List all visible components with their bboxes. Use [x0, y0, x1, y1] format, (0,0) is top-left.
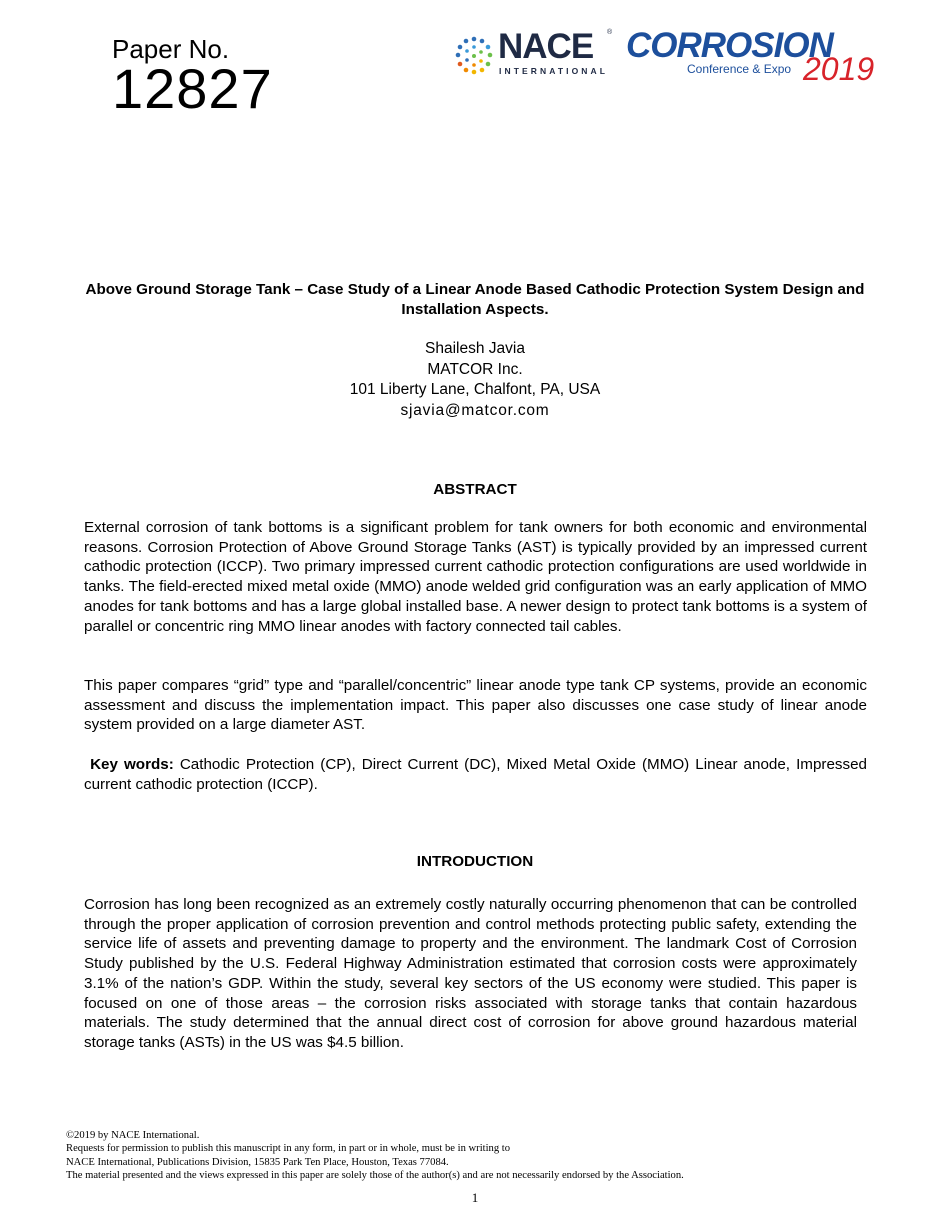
footer-line: Requests for permission to publish this manuscript in any form, in part or in whole, must be in writing to [66, 1143, 511, 1155]
abstract-heading: ABSTRACT [433, 481, 517, 498]
paper-number-label: Paper No. [112, 34, 230, 64]
introduction-paragraph: Corrosion has long been recognized as an extremely costly naturally occurring phenomenon that can be controlled through the proper application of corrosion prevention and control methods protecting public safety, extending the service life of assets and preventing damage to property and the environment. The landmark Cost of Corrosion Study published by the U.S. Federal Highway Administration estimated that corrosion costs were approximately 3.1% of the nation’s GDP. Within the study, several key sectors of the US economy were studied. This paper is focused on one of those areas – the corrosion risks associated with storage tanks that contain hazardous materials. The study determined that the annual direct cost of corrosion for above ground hazardous material storage tanks (ASTs) in the US was $4.5 billion. [84, 896, 857, 1051]
nace-logo-subtitle: INTERNATIONAL [499, 66, 609, 76]
footer-line: The material presented and the views expressed in this paper are solely those of the author(s) and are not necessarily endorsed by the Association. [66, 1170, 684, 1182]
introduction-heading: INTRODUCTION [416, 853, 534, 870]
footer-line: ©2019 by NACE International. [66, 1130, 200, 1141]
paper-number: 12827 [112, 57, 273, 120]
abstract-paragraph: This paper compares “grid” type and “parallel/concentric” linear anode type tank CP systems, provide an economic assessment and discuss the implementation impact. This paper also discusses one case study of linear anode system provided on a large diameter AST. [84, 677, 867, 734]
nace-logo-wordmark: NACE [498, 27, 594, 66]
author-block [80, 339, 870, 421]
footer-line: NACE International, Publications Division, 15835 Park Ten Place, Houston, Texas 77084. [66, 1156, 449, 1168]
paper-title: Above Ground Storage Tank – Case Study of a Linear Anode Based Cathodic Protection System Design and Installation Aspects. [85, 281, 865, 318]
corrosion-logo-wordmark: CORROSION [626, 26, 833, 65]
corrosion-logo-year: 2019 [803, 51, 875, 87]
keywords [84, 755, 867, 794]
author-address: 101 Liberty Lane, Chalfont, PA, USA [349, 381, 601, 398]
abstract-paragraph: External corrosion of tank bottoms is a significant problem for tank owners for both economic and environmental reasons. Corrosion Protection of Above Ground Storage Tanks (AST) is typically provided by an impressed current cathodic protection (ICCP). Two primary impressed current cathodic protection configurations are used worldwide in tanks. The field-erected mixed metal oxide (MMO) anode welded grid configuration was an early application of MMO anodes for tank bottoms and has a large global installed base. A newer design to protect tank bottoms is a system of parallel or concentric ring MMO linear anodes with factory connected tail cables. [84, 519, 867, 635]
keywords-label: Key words: [90, 756, 174, 773]
nace-registered-mark: ® [607, 29, 613, 36]
author-organization: MATCOR Inc. [427, 360, 523, 378]
page-number: 1 [471, 1190, 479, 1205]
keywords-text: Cathodic Protection (CP), Direct Current (DC), Mixed Metal Oxide (MMO) Linear anode, Impressed current cathodic protection (ICCP). [84, 756, 867, 793]
copyright-footer [66, 1129, 684, 1183]
corrosion-logo-subtitle: Conference & Expo [687, 62, 792, 76]
author-email: sjavia@matcor.com [400, 401, 550, 419]
author-name: Shailesh Javia [425, 340, 525, 357]
